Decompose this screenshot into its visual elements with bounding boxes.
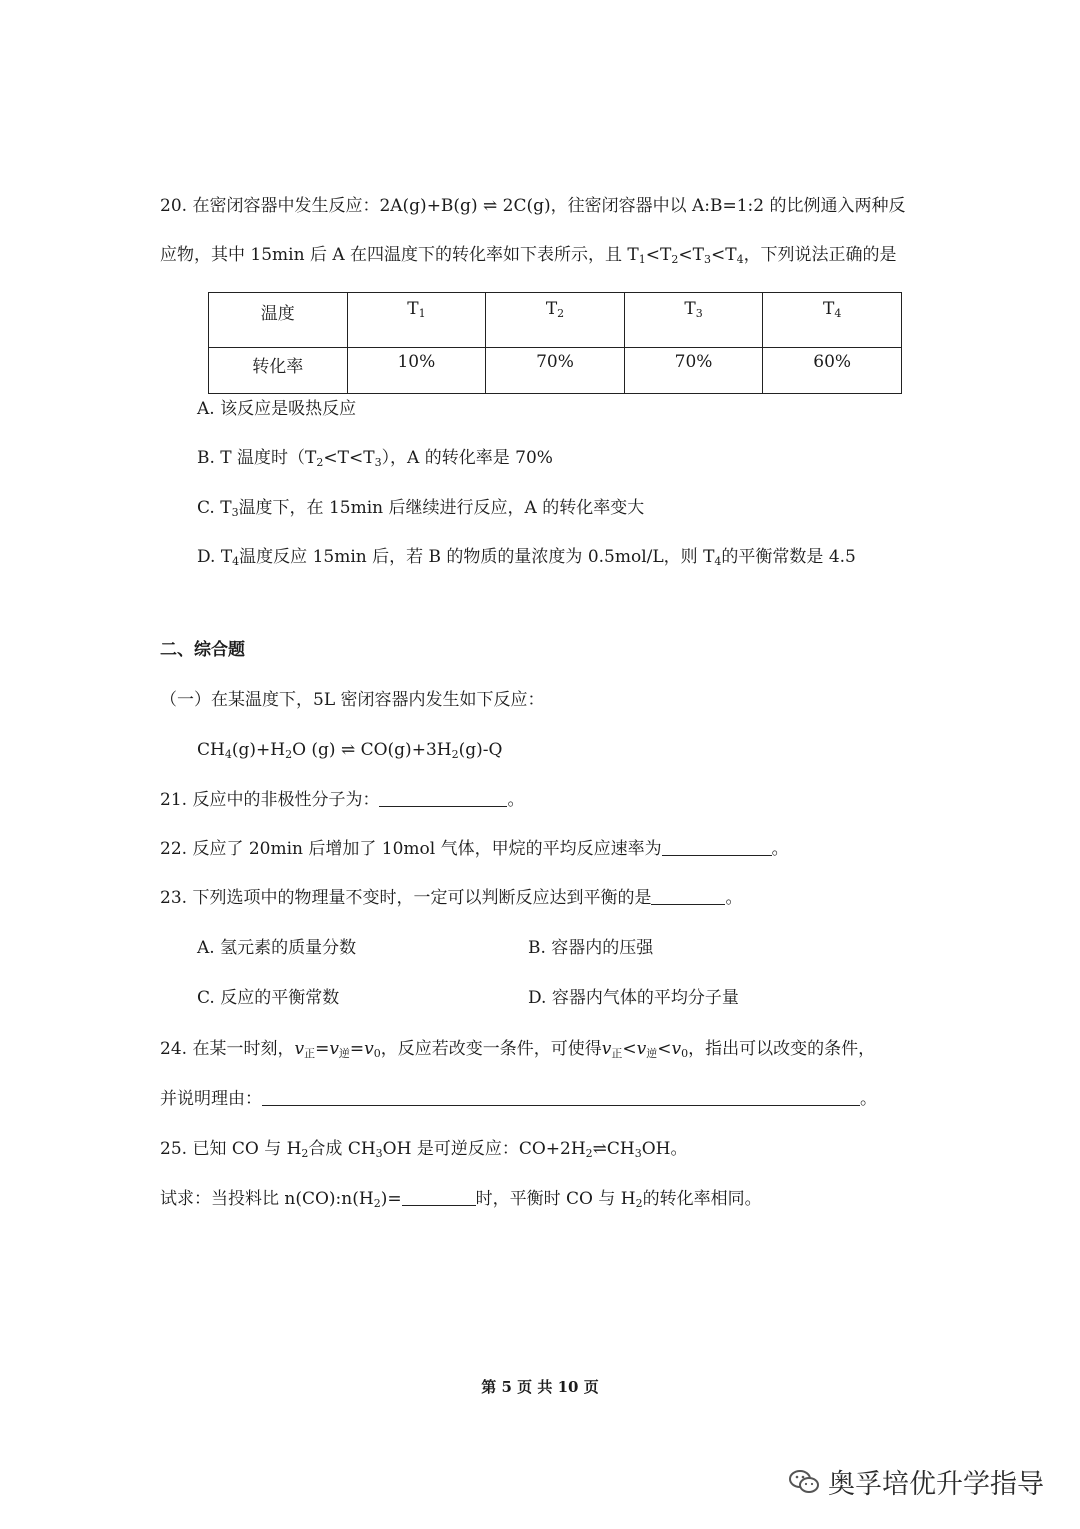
q23-answer-blank[interactable] bbox=[651, 886, 725, 905]
q24-line1: 24. 在某一时刻，$v_正=v_逆=v_0$，反应若改变一条件，可使得$v_正<v_逆<v_0$，指出可以改变的条件， bbox=[160, 1039, 876, 1060]
page-footer: 第 5 页 共 10 页 bbox=[481, 1378, 599, 1396]
q25-answer-blank[interactable] bbox=[402, 1187, 476, 1206]
watermark-text: 奥孚培优升学指导 bbox=[828, 1469, 1044, 1500]
table-cell-t3: $T_3$ bbox=[624, 293, 763, 348]
table-cell-t4: $T_4$ bbox=[763, 293, 902, 348]
q20-option-d: D. $T_4$温度反应 15min 后，若 B 的物质的量浓度为 0.5mol/L，则 $T_4$的平衡常数是 4.5 bbox=[197, 547, 856, 568]
q23-option-c: C. 反应的平衡常数 bbox=[197, 988, 340, 1008]
table-header-conversion: 转化率 bbox=[209, 348, 348, 394]
q21: 21. 反应中的非极性分子为： 。 bbox=[160, 790, 525, 810]
table-cell-conv-4: 60% bbox=[763, 348, 902, 394]
section-title: 二、综合题 bbox=[160, 640, 245, 660]
watermark bbox=[788, 1462, 1044, 1501]
reaction-equation: $CH_4(g)+H_2O$ (g) ⇌ $CO(g)+3H_2(g)-Q$ bbox=[197, 740, 503, 761]
table-row bbox=[209, 348, 902, 394]
q25-line1: 25. 已知 CO 与 $H_2$合成 $CH_3OH$ 是可逆反应：$CO+2H_2\rightleftharpoons CH_3OH$。 bbox=[160, 1139, 688, 1160]
q23-option-a: A. 氢元素的质量分数 bbox=[197, 938, 357, 958]
wechat-icon bbox=[788, 1468, 820, 1496]
table-cell-conv-3: 70% bbox=[624, 348, 763, 394]
table-cell-conv-1: 10% bbox=[347, 348, 486, 394]
q24-line2: 并说明理由： 。 bbox=[160, 1089, 877, 1109]
q25-line2: 试求：当投料比 $n(CO):n(H_2)=$ 时，平衡时 CO 与 $H_2$的转化率相同。 bbox=[160, 1189, 762, 1210]
q21-answer-blank[interactable] bbox=[379, 788, 507, 807]
conversion-table bbox=[208, 292, 902, 394]
q20-option-a: A. 该反应是吸热反应 bbox=[197, 399, 357, 419]
table-cell-t2: $T_2$ bbox=[486, 293, 625, 348]
q22-answer-blank[interactable] bbox=[662, 837, 772, 856]
section-intro: （一）在某温度下，5L 密闭容器内发生如下反应： bbox=[160, 690, 545, 710]
table-cell-t1: $T_1$ bbox=[347, 293, 486, 348]
q24-answer-blank[interactable] bbox=[262, 1087, 860, 1106]
q23-option-b: B. 容器内的压强 bbox=[528, 938, 654, 958]
table-cell-conv-2: 70% bbox=[486, 348, 625, 394]
q20-line2: 应物，其中 15min 后 A 在四温度下的转化率如下表所示，且 $T_1<T_2<T_3<T_4$，下列说法正确的是 bbox=[160, 245, 897, 266]
table-header-temperature: 温度 bbox=[209, 293, 348, 348]
table-row bbox=[209, 293, 902, 348]
q23: 23. 下列选项中的物理量不变时，一定可以判断反应达到平衡的是 。 bbox=[160, 888, 743, 908]
q20-number: 20. bbox=[160, 196, 188, 216]
q20-line1 bbox=[160, 194, 906, 218]
q20-option-b: B. T 温度时$(T_2<T<T_3)$，A 的转化率是 70% bbox=[197, 448, 553, 469]
q23-option-d: D. 容器内气体的平均分子量 bbox=[528, 988, 739, 1008]
q20-option-c: C. $T_3$温度下，在 15min 后继续进行反应，A 的转化率变大 bbox=[197, 498, 645, 519]
q22: 22. 反应了 20min 后增加了 10mol 气体，甲烷的平均反应速率为 。 bbox=[160, 839, 789, 859]
q20-stem-line1: 在密闭容器中发生反应：2A(g)+B(g) ⇌ 2C(g)，往密闭容器中以 A:B=1:2 的比例通入两种反 bbox=[192, 196, 906, 216]
